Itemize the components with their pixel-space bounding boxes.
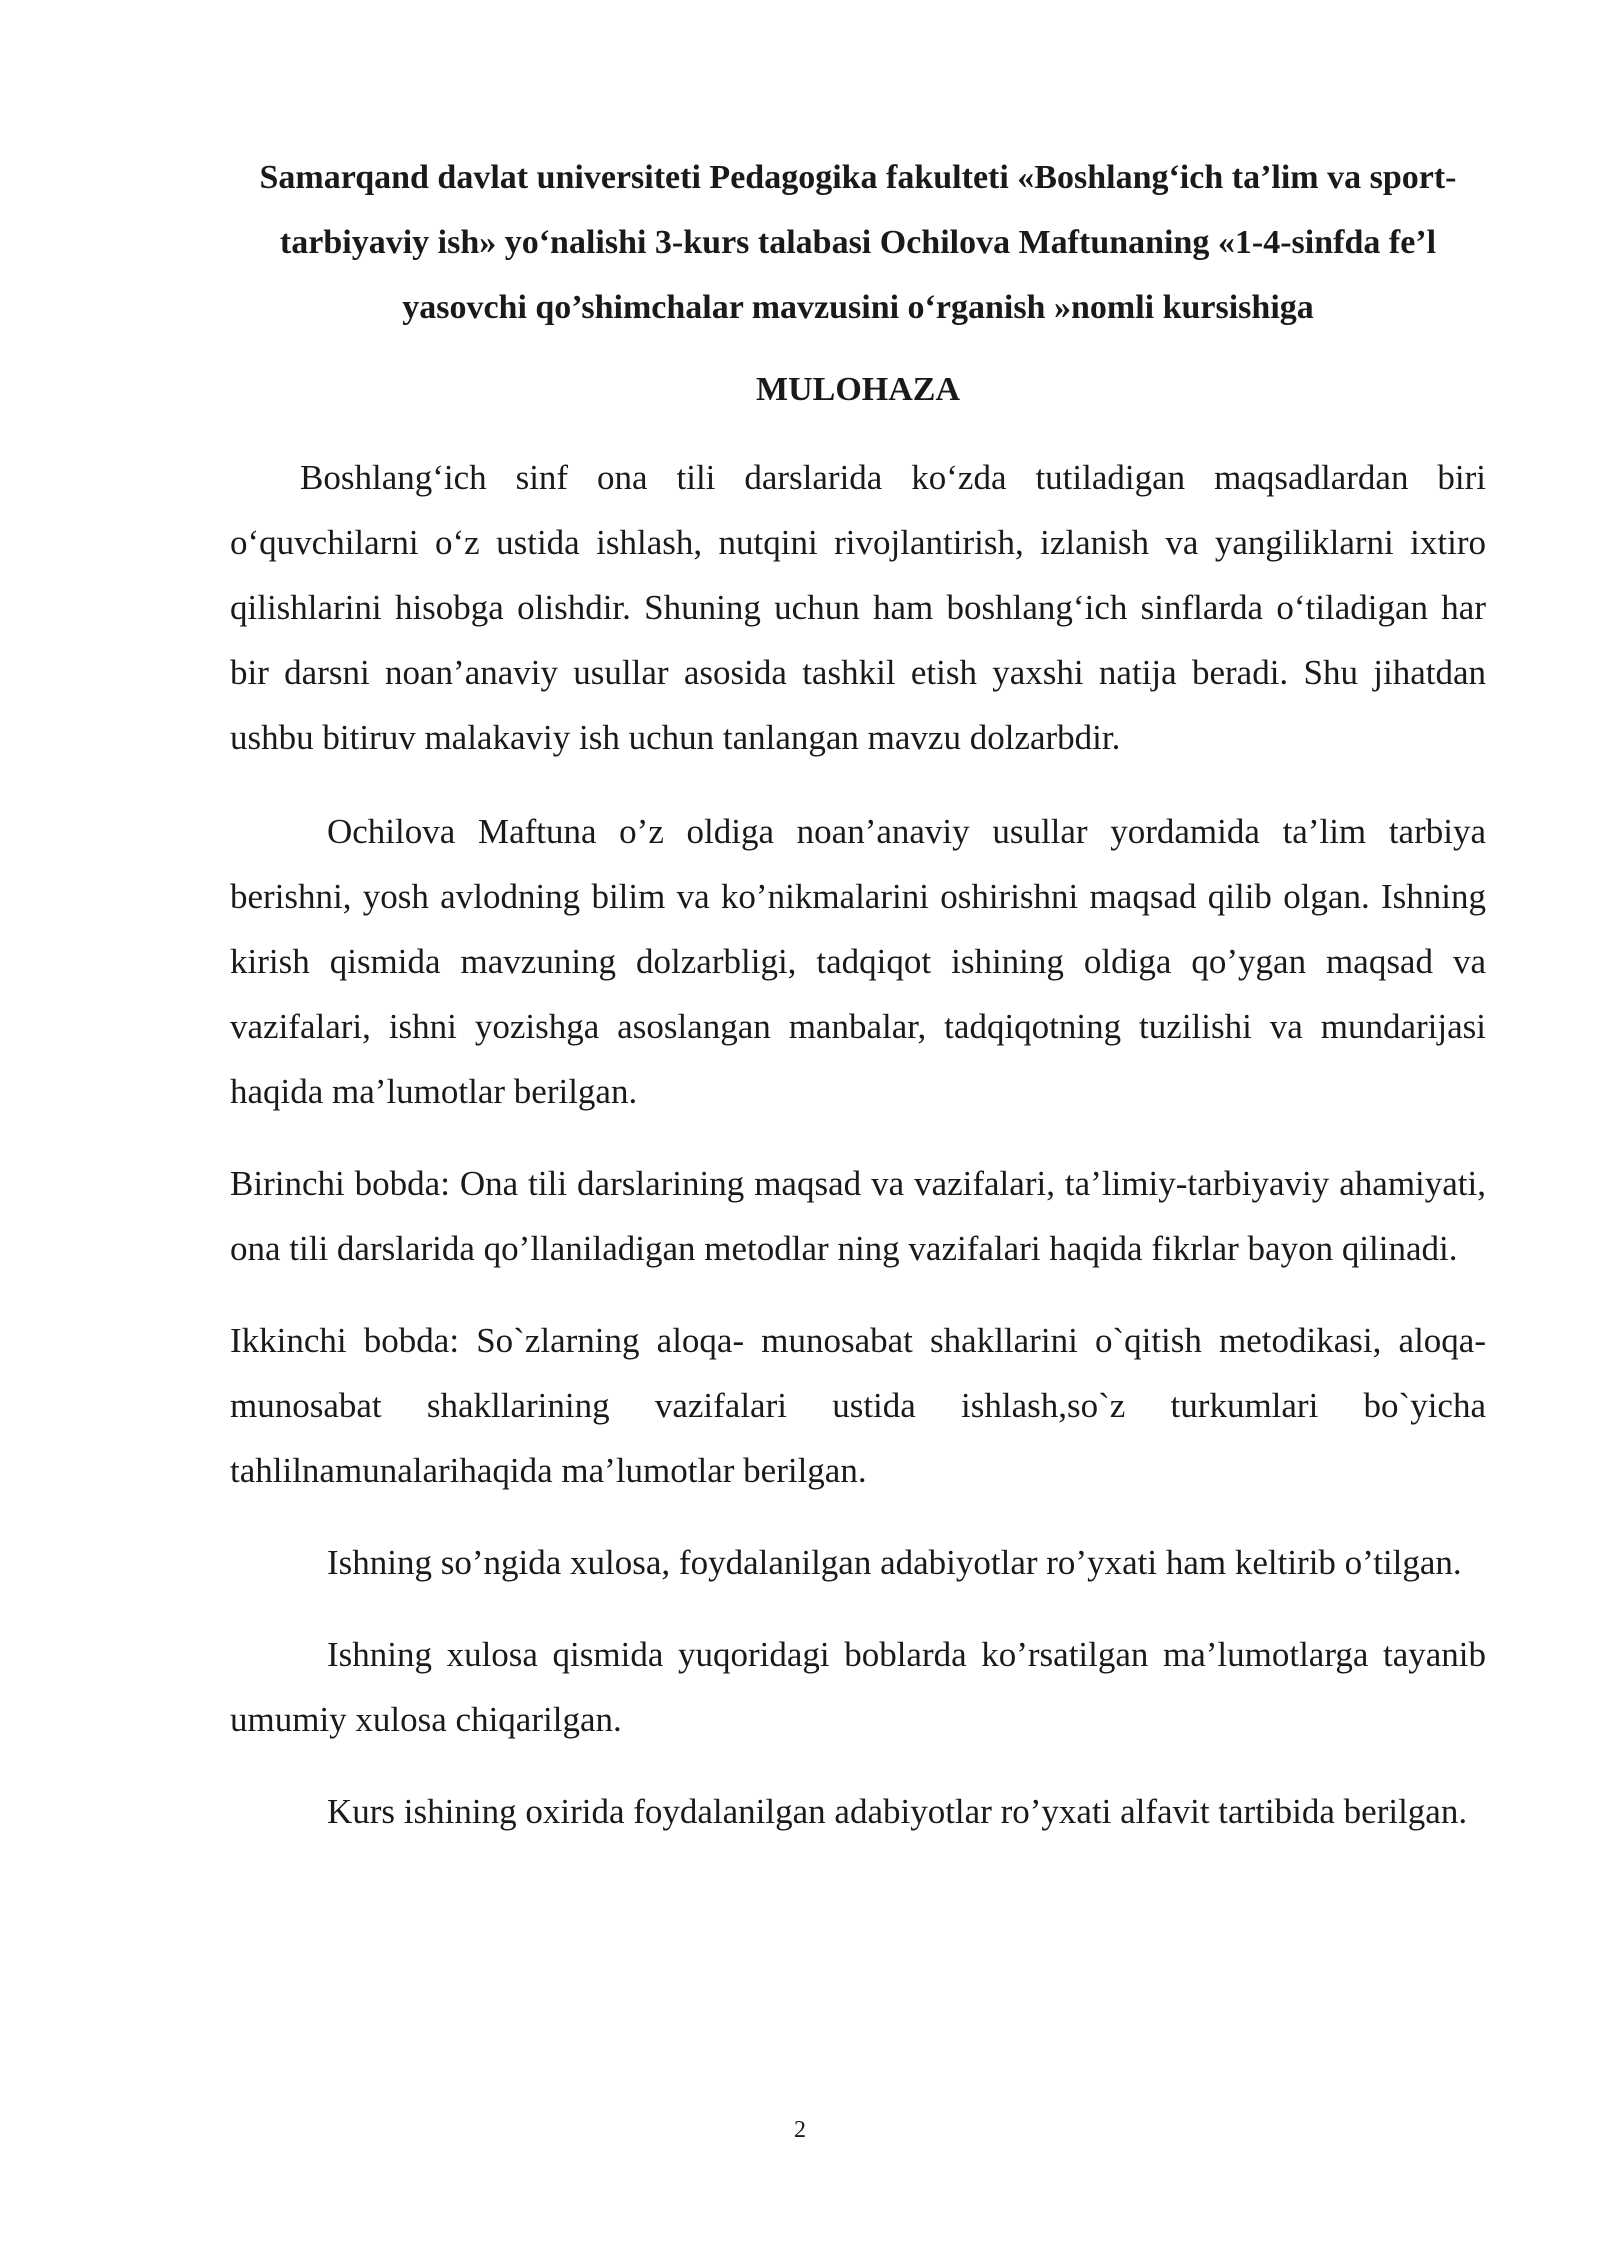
document-title: MULOHAZA [756, 371, 960, 408]
paragraph-intro: Boshlang‘ich sinf ona tili darslarida ko‘zda tutiladigan maqsadlardan biri o‘quvchilarni o‘z ustida ishlash, nutqini rivojlantirish, izlanish va yangiliklarni ixtiro qilishlarini hisobga olishdir. Shuning uchun ham boshlang‘ich sinflarda o‘tiladigan har bir darsni noan’anaviy usullar asosida tashkil etish yaxshi natija beradi. Shu jihatdan ushbu bitiruv malakaviy ish uchun tanlangan mavzu dolzarbdir. [230, 458, 1486, 757]
paragraph-chapter-one: Birinchi bobda: Ona tili darslarining maqsad va vazifalari, ta’limiy-tarbiyaviy ahamiyati, ona tili darslarida qo’llaniladigan metodlar ning vazifalari haqida fikrlar bayon qilinadi. [230, 1164, 1486, 1268]
paragraph-chapter-two: Ikkinchi bobda: So`zlarning aloqa- munosabat shakllarini o`qitish metodikasi, aloqa-munosabat shakllarining vazifalari ustida ishlash,so`z turkumlari bo`yicha tahlilnamunalarihaqida ma’lumotlar berilgan. [230, 1321, 1486, 1490]
paragraph-student-goal: Ochilova Maftuna o’z oldiga noan’anaviy usullar yordamida ta’lim tarbiya berishni, yosh avlodning bilim va ko’nikmalarini oshirishni maqsad qilib olgan. Ishning kirish qismida mavzuning dolzarbligi, tadqiqot ishining oldiga qo’ygan maqsad va vazifalari, ishni yozishga asoslangan manbalar, tadqiqotning tuzilishi va mundarijasi haqida ma’lumotlar berilgan. [230, 812, 1486, 1111]
document-heading: Samarqand davlat universiteti Pedagogika fakulteti «Boshlang‘ich ta’lim va sport-tarbiyaviy ish» yo‘nalishi 3-kurs talabasi Ochilova Maftunaning «1-4-sinfda fe’l yasovchi qo’shimchalar mavzusini o‘rganish »nomli kursishiga [259, 159, 1457, 326]
page-number: 2 [794, 2117, 806, 2143]
paragraph-conclusion-summary: Ishning xulosa qismida yuqoridagi boblarda ko’rsatilgan ma’lumotlarga tayanib umumiy xulosa chiqarilgan. [230, 1635, 1486, 1739]
document-body [230, 145, 1486, 1844]
paragraph-conclusion-note: Ishning so’ngida xulosa, foydalanilgan adabiyotlar ro’yxati ham keltirib o’tilgan. [327, 1543, 1462, 1582]
paragraph-references: Kurs ishining oxirida foydalanilgan adabiyotlar ro’yxati alfavit tartibida berilgan. [327, 1792, 1468, 1831]
